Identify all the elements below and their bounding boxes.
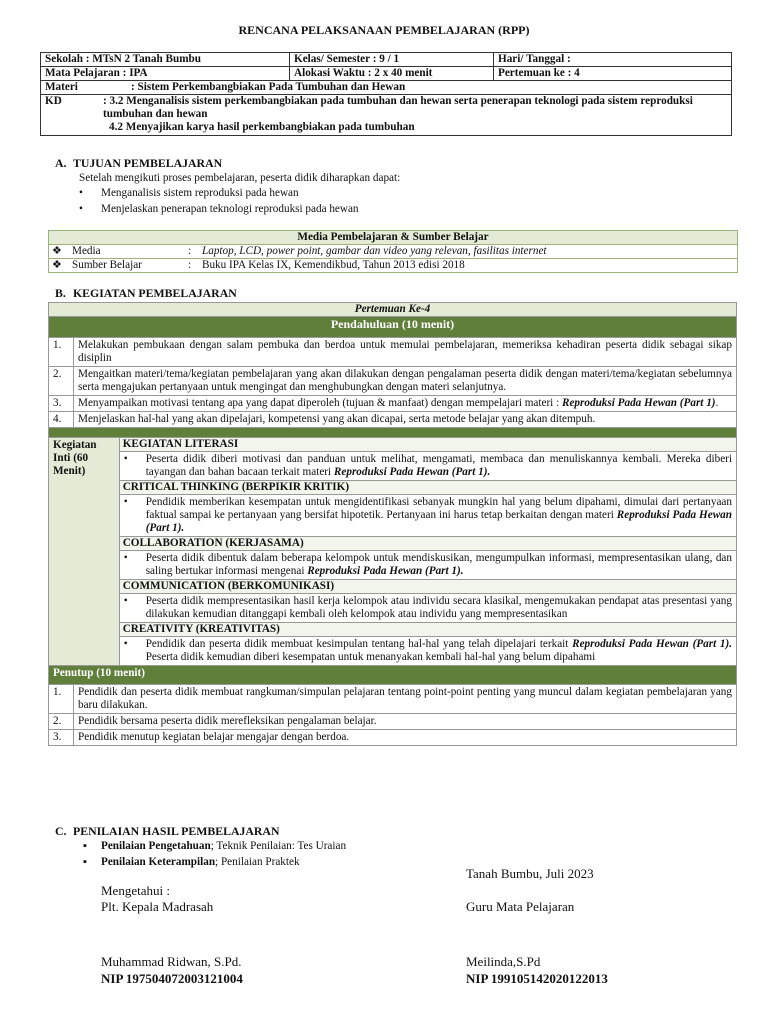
pendahuluan-item: Menjelaskan hal-hal yang akan dipelajari, kompetensi yang akan dicapai, serta metode belajar yang akan ditempuh. bbox=[74, 412, 737, 428]
guru-name: Meilinda,S.Pd bbox=[466, 954, 541, 969]
kd-label: KD bbox=[45, 95, 62, 107]
section-b-title: KEGIATAN PEMBELAJARAN bbox=[73, 286, 237, 300]
kelas-cell: Kelas/ Semester : 9 / 1 bbox=[290, 53, 494, 67]
penutup-item: Pendidik bersama peserta didik merefleksikan pengalaman belajar. bbox=[74, 714, 737, 730]
divider bbox=[49, 428, 737, 438]
penutup-header: Penutup (10 menit) bbox=[49, 666, 737, 685]
section-b-heading bbox=[55, 287, 237, 300]
mapel-cell: Mata Pelajaran : IPA bbox=[41, 67, 290, 81]
media-label: Media bbox=[69, 245, 185, 259]
penilaian-item: ▪ Penilaian Pengetahuan; Teknik Penilaian: Tes Uraian bbox=[83, 840, 347, 852]
pendahuluan-item: Menyampaikan motivasi tentang apa yang dapat diperoleh (tujuan & manfaat) dengan mempelajari materi : Reproduksi Pada Hewan (Part 1). bbox=[74, 396, 737, 412]
section-b-num: B. bbox=[55, 286, 66, 300]
kepala-name: Muhammad Ridwan, S.Pd. bbox=[101, 954, 242, 969]
kd-2: 4.2 Menyajikan karya hasil perkembangbiakan pada tumbuhan bbox=[109, 121, 415, 133]
kepala-nip: NIP 197504072003121004 bbox=[101, 971, 243, 986]
creat-item: • Pendidik dan peserta didik membuat kesimpulan tentang hal-hal yang telah dipelajari terkait Reproduksi Pada Hewan (Part 1). Peserta didik kemudian diberi kesempatan untuk menanyakan kembali hal-hal yang belum dipahami bbox=[119, 637, 736, 666]
pendahuluan-item: Melakukan pembukaan dengan salam pembuka dan berdoa untuk memulai pembelajaran, memeriksa kehadiran peserta didik sebagai sikap disiplin bbox=[74, 338, 737, 367]
list-num: 2. bbox=[49, 367, 74, 396]
comm-title: COMMUNICATION (BERKOMUNIKASI) bbox=[119, 580, 736, 594]
diamond-icon: ❖ bbox=[49, 259, 70, 273]
pendahuluan-header: Pendahuluan (10 menit) bbox=[49, 317, 737, 338]
header-table bbox=[40, 52, 732, 136]
pertemuan-cell: Pertemuan ke : 4 bbox=[494, 67, 732, 81]
list-num: 3. bbox=[49, 730, 74, 746]
materi-label: Materi bbox=[45, 81, 78, 93]
collab-title: COLLABORATION (KERJASAMA) bbox=[119, 537, 736, 551]
media-header: Media Pembelajaran & Sumber Belajar bbox=[49, 231, 738, 245]
place-date: Tanah Bumbu, Juli 2023 bbox=[466, 866, 594, 881]
kd-1: : 3.2 Menganalisis sistem perkembangbiakan pada tumbuhan dan hewan serta penerapan teknologi pada sistem reproduksi tumbuhan dan hewan bbox=[103, 95, 693, 120]
list-num: 3. bbox=[49, 396, 74, 412]
penilaian-item: ▪ Penilaian Keterampilan; Penilaian Praktek bbox=[83, 856, 300, 868]
pertemuan-header: Pertemuan Ke-4 bbox=[49, 303, 737, 317]
media-value: Laptop, LCD, power point, gambar dan video yang relevan, fasilitas internet bbox=[199, 245, 738, 259]
materi-value: : Sistem Perkembangbiakan Pada Tumbuhan dan Hewan bbox=[131, 81, 406, 93]
pendahuluan-item: Mengaitkan materi/tema/kegiatan pembelajaran yang akan dilakukan dengan pengalaman peserta didik dengan materi/tema/kegiatan sebelumnya serta mengajukan pertanyaan untuk mengingat dan menghubungkan dengan materi selanjutnya. bbox=[74, 367, 737, 396]
mengetahui: Mengetahui : bbox=[101, 883, 170, 898]
section-a-num: A. bbox=[55, 156, 67, 170]
section-c-heading bbox=[55, 825, 279, 838]
section-a-title: TUJUAN PEMBELAJARAN bbox=[73, 156, 223, 170]
guru-nip: NIP 199105142020122013 bbox=[466, 971, 608, 986]
objective-item: • Menganalisis sistem reproduksi pada hewan bbox=[79, 187, 299, 199]
penutup-item: Pendidik dan peserta didik membuat rangkuman/simpulan pelajaran tentang point-point penting yang muncul dalam kegiatan pembelajaran yang baru dilakukan. bbox=[74, 685, 737, 714]
kepala-title: Plt. Kepala Madrasah bbox=[101, 899, 214, 914]
objective-item: • Menjelaskan penerapan teknologi reproduksi pada hewan bbox=[79, 203, 359, 215]
creat-title: CREATIVITY (KREATIVITAS) bbox=[119, 623, 736, 637]
media-table: Media Pembelajaran & Sumber Belajar ❖ Media : Laptop, LCD, power point, gambar dan video yang relevan, fasilitas internet ❖ Sumber Belajar : Buku IPA Kelas IX, Kemendikbud, Tahun 2013 edisi 2018 bbox=[48, 230, 738, 273]
kegiatan-table bbox=[48, 302, 737, 746]
hari-cell: Hari/ Tanggal : bbox=[494, 53, 732, 67]
document-title: RENCANA PELAKSANAAN PEMBELAJARAN (RPP) bbox=[238, 23, 530, 37]
diamond-icon: ❖ bbox=[49, 245, 70, 259]
guru-title: Guru Mata Pelajaran bbox=[466, 899, 575, 914]
list-num: 2. bbox=[49, 714, 74, 730]
kegiatan-inti-label: Kegiatan Inti (60 Menit) bbox=[49, 438, 120, 666]
list-num: 4. bbox=[49, 412, 74, 428]
critical-item: • Pendidik memberikan kesempatan untuk mengidentifikasi sebanyak mungkin hal yang belum dipahami, dimulai dari pertanyaan faktual sampai ke pertanyaan yang bersifat hipotetik. Pertanyaan ini harus tetap berkaitan dengan materi Reproduksi Pada Hewan (Part 1). bbox=[119, 495, 736, 537]
list-num: 1. bbox=[49, 338, 74, 367]
section-a-heading bbox=[55, 157, 222, 170]
section-a-intro: Setelah mengikuti proses pembelajaran, peserta didik diharapkan dapat: bbox=[79, 172, 401, 184]
sumber-label: Sumber Belajar bbox=[69, 259, 185, 273]
comm-item: • Peserta didik mempresentasikan hasil kerja kelompok atau individu secara klasikal, mengemukakan pendapat atas presentasi yang dilakukan kemudian ditanggapi kembali oleh kelompok atau individu yang mempresentasikan bbox=[119, 594, 736, 623]
section-c-num: C. bbox=[55, 824, 67, 838]
sekolah-cell: Sekolah : MTsN 2 Tanah Bumbu bbox=[41, 53, 290, 67]
materi-cell bbox=[41, 81, 732, 95]
penutup-item: Pendidik menutup kegiatan belajar mengajar dengan berdoa. bbox=[74, 730, 737, 746]
critical-title: CRITICAL THINKING (BERPIKIR KRITIK) bbox=[119, 481, 736, 495]
literasi-item: • Peserta didik diberi motivasi dan panduan untuk melihat, mengamati, membaca dan menuliskannya kembali. Mereka diberi tayangan dan bahan bacaan terkait materi Reproduksi Pada Hewan (Part 1). bbox=[119, 452, 736, 481]
kd-cell bbox=[41, 95, 732, 136]
literasi-title: KEGIATAN LITERASI bbox=[119, 438, 736, 452]
collab-item: • Peserta didik dibentuk dalam beberapa kelompok untuk mendiskusikan, mengumpulkan informasi, mempresentasikan ulang, dan saling bertukar informasi mengenai Reproduksi Pada Hewan (Part 1). bbox=[119, 551, 736, 580]
sumber-value: Buku IPA Kelas IX, Kemendikbud, Tahun 2013 edisi 2018 bbox=[199, 259, 738, 273]
section-c-title: PENILAIAN HASIL PEMBELAJARAN bbox=[73, 824, 280, 838]
list-num: 1. bbox=[49, 685, 74, 714]
alokasi-cell: Alokasi Waktu : 2 x 40 menit bbox=[290, 67, 494, 81]
